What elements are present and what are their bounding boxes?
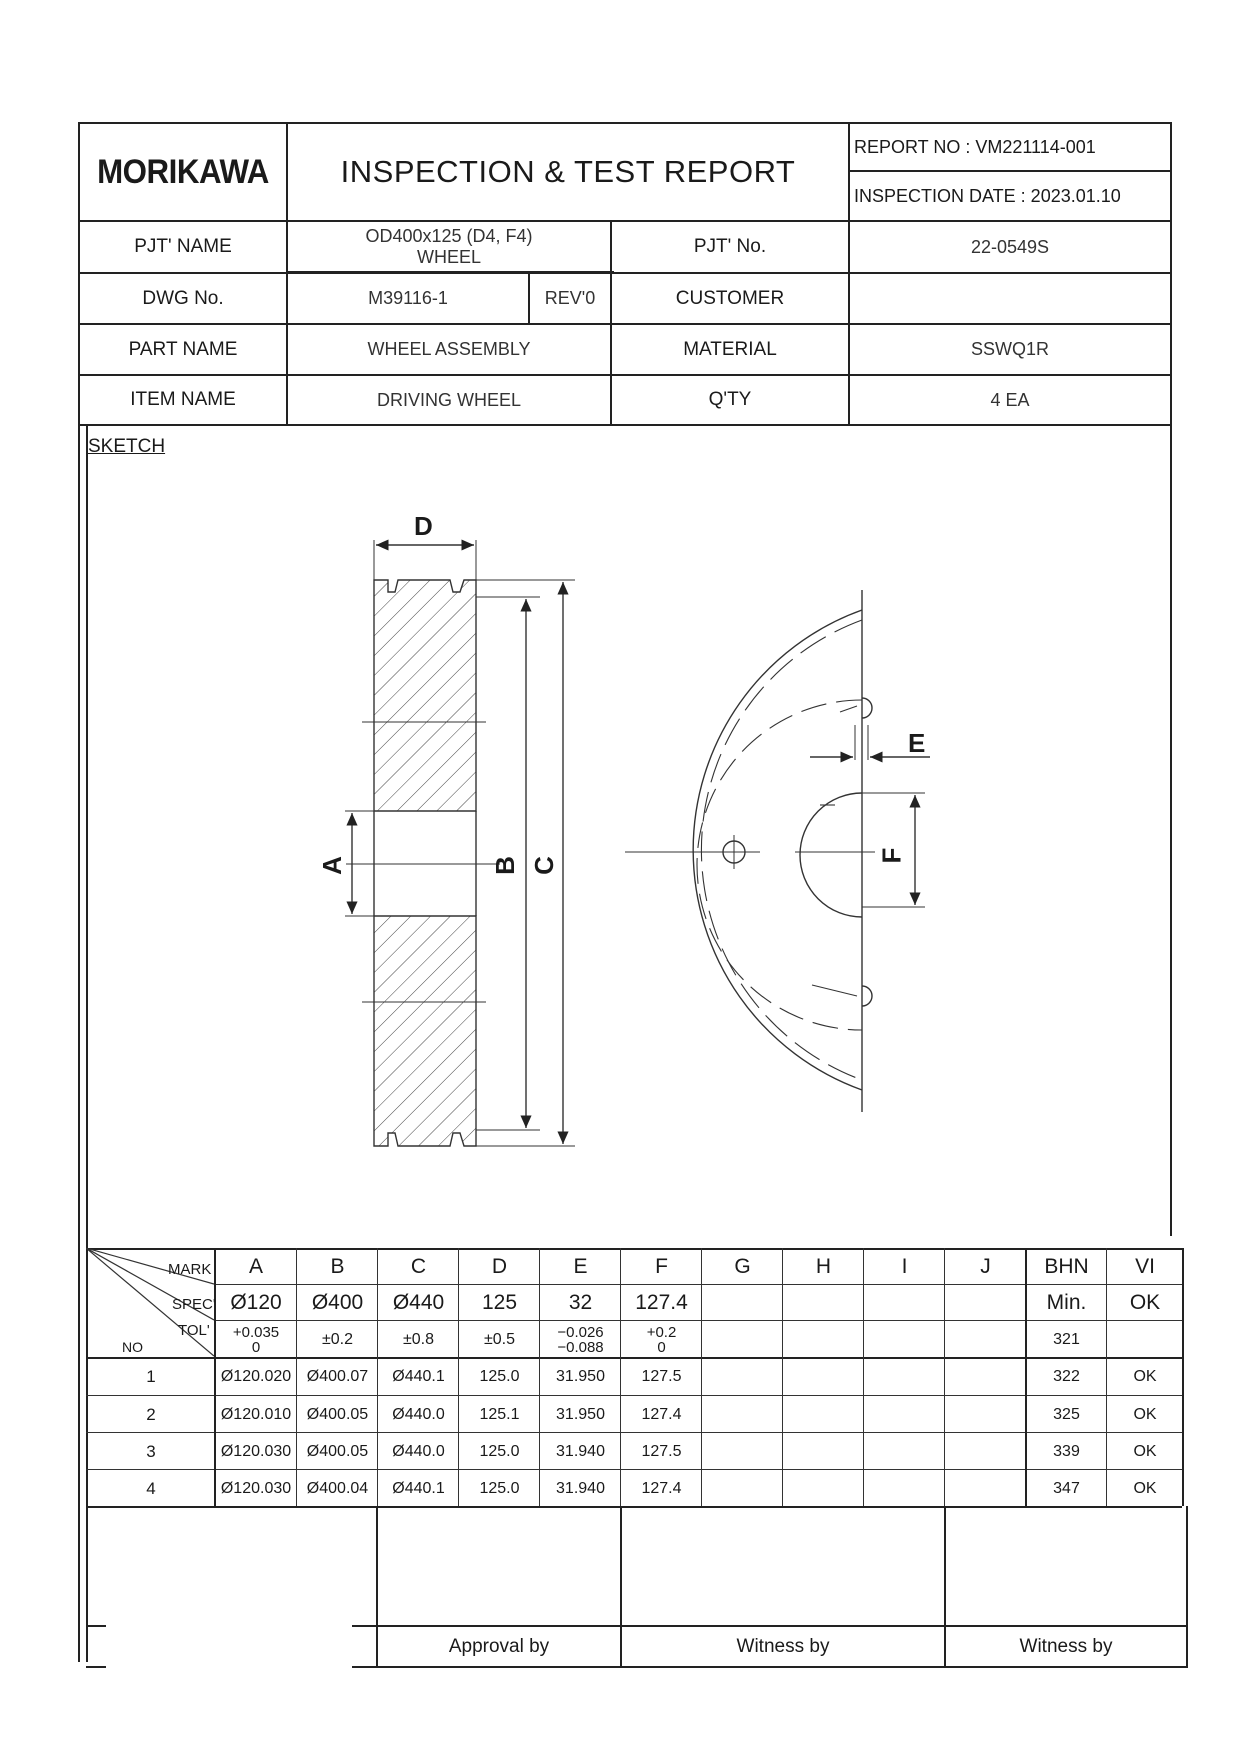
company-logo: MORIKAWA [97,152,269,191]
qty-value: 4 EA [990,389,1030,410]
column-header-vi: VI [1135,1255,1155,1278]
dimension-a-label: A [316,856,347,875]
tol-a-upper: +0.035 [232,1323,280,1341]
tol-a [216,1322,296,1357]
tol-c-value: ±0.8 [402,1331,435,1348]
spec-b: Ø400 [311,1291,364,1314]
pjt-name-line2: WHEEL [416,247,481,267]
cell-d: 125.0 [479,1442,520,1460]
column-header-f: F [655,1255,668,1278]
dwg-label: DWG No. [142,287,224,309]
row-number: 1 [146,1367,156,1386]
hub-arc [800,793,862,917]
corner-tol-label: TOL' [178,1322,210,1339]
cell-c: Ø440.0 [392,1442,445,1460]
upper-rim-section [374,580,476,811]
tol-b-value: ±0.2 [321,1331,354,1348]
cell-c: Ø440.1 [392,1479,445,1497]
cell-vi: OK [1133,1405,1157,1423]
corner-no-label: NO [122,1339,143,1355]
cell-vi: OK [1133,1479,1157,1497]
cell-bhn: 339 [1053,1442,1080,1460]
column-header-e: E [573,1255,588,1278]
dimension-b-label: B [489,856,520,875]
customer-label: CUSTOMER [675,287,785,309]
section-view [345,540,575,1146]
cell-b: Ø400.05 [306,1405,369,1423]
revision-value: REV'0 [544,288,596,308]
cell-vi: OK [1133,1368,1157,1385]
cell-b: Ø400.04 [306,1479,369,1497]
qty-label: Q'TY [708,389,752,410]
column-header-a: A [248,1255,263,1278]
spec-d: 125 [481,1291,518,1314]
item-name-value: DRIVING WHEEL [376,389,522,410]
dimension-c-label: C [528,856,559,875]
cell-a: Ø120.030 [220,1442,292,1460]
dimension-e-label: E [908,728,926,758]
dwg-no-value: M39116-1 [368,288,448,308]
report-number: REPORT NO : VM221114-001 [854,136,1096,157]
cell-a: Ø120.020 [220,1368,292,1385]
cell-e: 31.950 [556,1405,605,1423]
cell-bhn: 322 [1053,1368,1080,1385]
report-title: INSPECTION & TEST REPORT [340,154,796,189]
column-header-j: J [980,1255,991,1278]
tol-bhn-value: 321 [1053,1331,1080,1348]
tol-e [541,1322,620,1357]
cell-b: Ø400.07 [306,1368,369,1385]
approval-by-label: Approval by [448,1635,550,1657]
column-header-c: C [410,1255,427,1278]
item-name-label: ITEM NAME [130,389,236,410]
spec-g [703,1286,782,1320]
tol-e-upper: −0.026 [557,1323,604,1341]
column-header-b: B [330,1255,345,1278]
column-header-bhn: BHN [1044,1255,1089,1278]
lower-rim-section [374,916,476,1146]
spec-i [865,1286,944,1320]
cell-e: 31.950 [556,1368,605,1385]
cell-f: 127.5 [641,1442,682,1460]
cell-f: 127.4 [641,1479,682,1497]
cell-c: Ø440.1 [392,1368,445,1385]
sketch-label: SKETCH [88,436,166,457]
cell-e: 31.940 [556,1479,605,1497]
tol-a-lower: 0 [251,1338,261,1356]
spec-h [784,1286,863,1320]
material-label: MATERIAL [683,338,777,360]
cell-f: 127.5 [641,1368,682,1385]
row-number: 2 [146,1404,156,1424]
cell-a: Ø120.030 [220,1479,292,1497]
cell-c: Ø440.0 [392,1405,445,1423]
tol-f-lower: 0 [657,1338,666,1356]
part-name-label: PART NAME [128,338,238,360]
tol-d-value: ±0.5 [483,1331,516,1348]
cell-d: 125.0 [479,1368,520,1385]
tol-d [460,1322,539,1357]
pjt-no-value: 22-0549S [970,236,1050,257]
pjt-name-line1: OD400x125 (D4, F4) [365,226,533,246]
corner-spec-label: SPEC' [172,1296,216,1313]
pjt-no-label: PJT' No. [693,236,767,257]
cell-e: 31.940 [556,1442,605,1460]
pjt-name-label: PJT' NAME [134,236,232,257]
column-header-i: I [901,1255,908,1278]
spec-c: Ø440 [392,1291,445,1314]
spec-a: Ø120 [230,1291,282,1314]
cell-bhn: 325 [1053,1405,1080,1423]
tol-b [298,1322,377,1357]
tol-f [622,1322,701,1357]
row-number: 4 [146,1478,156,1498]
spec-vi: OK [1129,1291,1161,1314]
part-name-value: WHEEL ASSEMBLY [367,339,531,359]
cell-f: 127.4 [641,1405,682,1423]
tol-e-lower: −0.088 [557,1338,604,1356]
row-number: 3 [146,1441,156,1461]
tol-bhn [1027,1322,1106,1357]
tol-c [379,1322,458,1357]
spec-f: 127.4 [635,1291,688,1314]
outer-rim-arc [693,610,862,1090]
spec-j [946,1286,1025,1320]
witness-by-label-1: Witness by [736,1635,830,1657]
cell-bhn: 347 [1053,1479,1080,1497]
cell-d: 125.1 [479,1405,520,1423]
cell-b: Ø400.05 [306,1442,369,1460]
spec-bhn: Min. [1046,1291,1087,1314]
cell-d: 125.0 [479,1479,520,1497]
inspection-date: INSPECTION DATE : 2023.01.10 [854,185,1121,206]
dimension-f-label: F [876,847,907,864]
witness-by-label-2: Witness by [1019,1635,1113,1657]
tol-f-upper: +0.2 [646,1323,677,1341]
spec-e: 32 [568,1291,593,1314]
material-value: SSWQ1R [970,339,1049,359]
cell-vi: OK [1133,1442,1157,1460]
column-header-d: D [491,1255,508,1278]
cell-a: Ø120.010 [220,1405,292,1423]
column-header-g: G [734,1255,751,1278]
corner-mark-label: MARK [168,1261,212,1278]
column-header-h: H [815,1255,832,1278]
dimension-d-label: D [414,511,433,541]
